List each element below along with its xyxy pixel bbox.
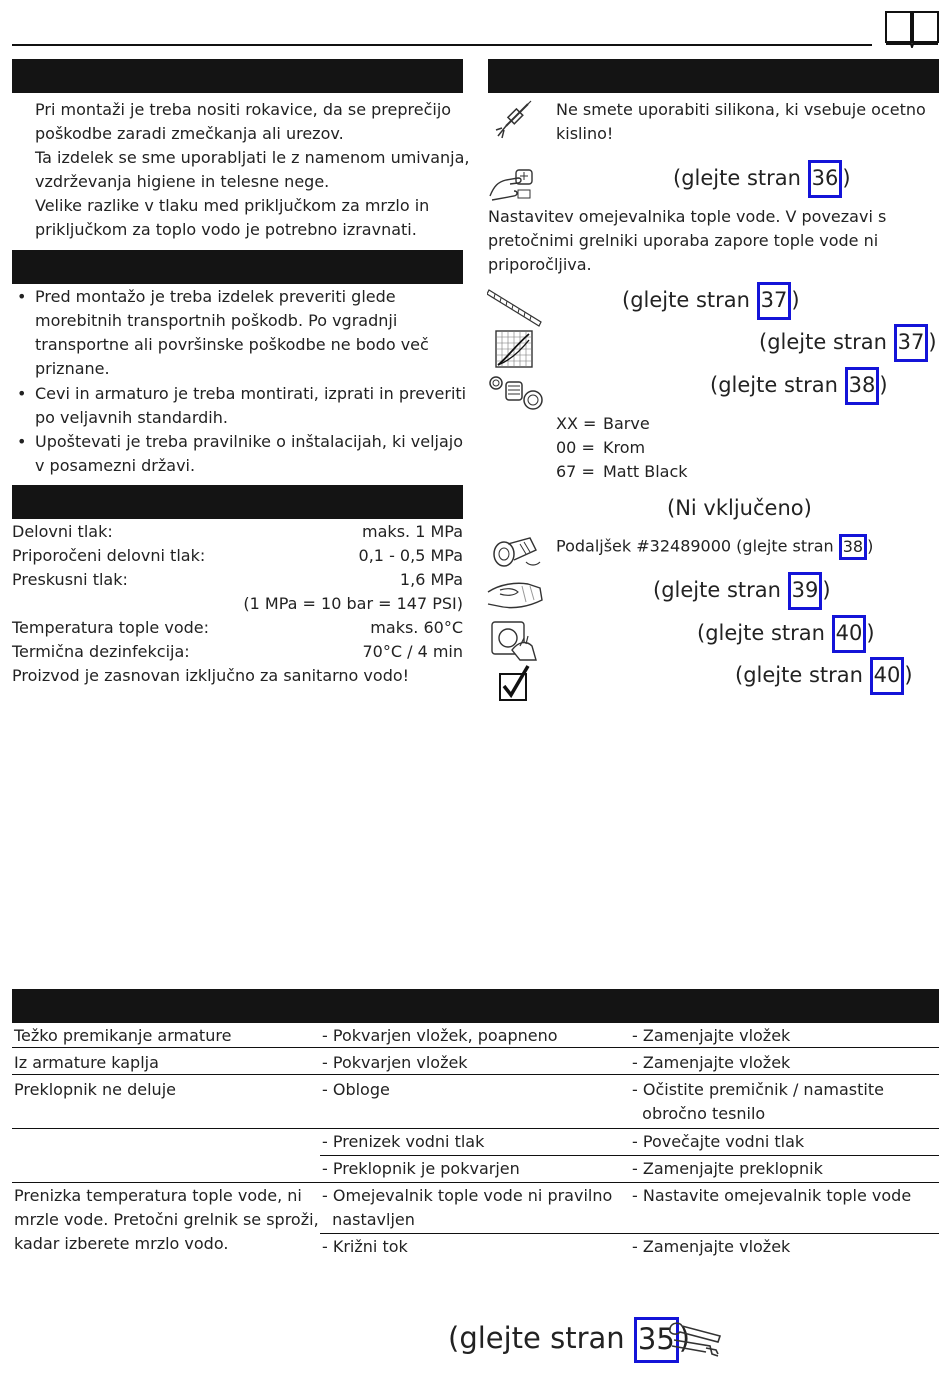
hand-adjusting-icon: [490, 620, 538, 662]
page-ref: [673, 160, 851, 198]
bullet-line: po veljavnih standardih.: [35, 408, 228, 427]
page-ref-suffix: ): [822, 578, 831, 602]
bullet-dot: •: [17, 384, 27, 403]
page-ref-prefix: (glejte stran: [697, 621, 832, 645]
troubleshooting-header-bar: [12, 989, 939, 1023]
page-ref-suffix: ): [678, 1321, 691, 1355]
page-ref-prefix: (glejte stran: [653, 578, 788, 602]
table-cell-problem: Težko premikanje armature: [14, 1026, 232, 1045]
page-ref: [697, 615, 875, 653]
page-ref-suffix: ): [904, 663, 913, 687]
page-ref-suffix: ): [866, 621, 875, 645]
table-divider: [320, 1233, 939, 1234]
page-link-38[interactable]: 38: [839, 534, 867, 560]
table-cell-cause: - Pokvarjen vložek: [322, 1053, 468, 1072]
spec-row: [12, 592, 463, 616]
spec-value: 0,1 - 0,5 MPa: [358, 546, 463, 565]
page-ref: [759, 324, 937, 362]
silicone-gun-icon: [492, 100, 532, 142]
hand-temperature-icon: [488, 166, 536, 204]
extension-ref: [556, 534, 873, 560]
table-cell-cause: - Pokvarjen vložek, poapneno: [322, 1026, 558, 1045]
manual-book-icon: [884, 10, 940, 48]
notes-header-bar: [488, 59, 939, 93]
spare-parts-icon: [488, 374, 544, 412]
safety-line: poškodbe zaradi zmečkanja ali urezov.: [35, 124, 344, 143]
spec-label: Termična dezinfekcija:: [12, 642, 190, 661]
table-divider: [12, 1182, 939, 1183]
spec-label: Priporočeni delovni tlak:: [12, 546, 206, 565]
page-ref-suffix: ): [842, 166, 851, 190]
limiter-line: Nastavitev omejevalnika tople vode. V povezavi s: [488, 207, 887, 226]
table-cell-remedy: - Zamenjajte vložek: [632, 1026, 791, 1045]
page-ref-suffix: ): [867, 536, 874, 556]
spec-value: (1 MPa = 10 bar = 147 PSI): [243, 594, 463, 613]
bullet-line: transportne ali površinske poškodbe ne bodo več: [35, 335, 429, 354]
page-link-37[interactable]: 37: [757, 282, 792, 320]
footer-page-ref: [448, 1316, 690, 1363]
page-ref-suffix: ): [879, 373, 888, 397]
page-ref-prefix: (glejte stran: [673, 166, 808, 190]
spec-label: Preskusni tlak:: [12, 570, 128, 589]
page-link-35[interactable]: 35: [634, 1317, 679, 1363]
spec-value: maks. 1 MPa: [362, 522, 463, 541]
table-cell-problem: kadar izberete mrzlo vodo.: [14, 1234, 229, 1253]
silicone-warning-line: kislino!: [556, 124, 614, 143]
page-link-36[interactable]: 36: [808, 160, 843, 198]
table-divider: [12, 1128, 939, 1129]
page-ref: [735, 657, 913, 695]
install-header-bar: [12, 250, 463, 284]
table-cell-cause: - Preklopnik je pokvarjen: [322, 1159, 520, 1178]
color-name: Matt Black: [603, 462, 688, 481]
bullet-line: v posamezni državi.: [35, 456, 196, 475]
page-ref: [622, 282, 800, 320]
table-cell-cause: - Omejevalnik tople vode ni pravilno: [322, 1186, 613, 1205]
bullet-dot: •: [17, 287, 27, 306]
page-ref: [653, 572, 831, 610]
table-cell-problem: Prenizka temperatura tople vode, ni: [14, 1186, 302, 1205]
spec-note: Proizvod je zasnovan izključno za sanitarno vodo!: [12, 666, 410, 685]
bullet-line: Upoštevati je treba pravilnike o inštalacijah, ki veljajo: [35, 432, 464, 451]
spec-row: [12, 520, 463, 544]
bullet-dot: •: [17, 432, 27, 451]
color-name: Krom: [603, 438, 646, 457]
page-link-40[interactable]: 40: [832, 615, 867, 653]
safety-line: priključkom za toplo vodo je potrebno izravnati.: [35, 220, 417, 239]
spec-label: Temperatura tople vode:: [12, 618, 209, 637]
hand-cleaning-icon: [486, 576, 544, 614]
table-cell-cause: nastavljen: [322, 1210, 415, 1229]
safety-line: Pri montaži je treba nositi rokavice, da se preprečijo: [35, 100, 452, 119]
not-included-label: (Ni vključeno): [667, 496, 812, 520]
table-cell-cause: - Prenizek vodni tlak: [322, 1132, 485, 1151]
page-ref-prefix: (glejte stran: [735, 663, 870, 687]
page-ref-suffix: ): [791, 288, 800, 312]
spec-row: [12, 640, 463, 664]
table-cell-remedy: - Nastavite omejevalnik tople vode: [632, 1186, 912, 1205]
extension-icon: [490, 532, 544, 572]
tools-icon: [666, 1320, 724, 1358]
color-code: 67 =: [556, 462, 595, 481]
table-cell-cause: - Obloge: [322, 1080, 390, 1099]
page-ref-prefix: (glejte stran: [759, 330, 894, 354]
page-link-37[interactable]: 37: [894, 324, 929, 362]
page-ref-prefix: (glejte stran: [448, 1321, 634, 1355]
color-code: XX =: [556, 414, 597, 433]
spec-row: [12, 568, 463, 592]
safety-line: vzdrževanja higiene in telesne nege.: [35, 172, 330, 191]
spec-value: 70°C / 4 min: [362, 642, 463, 661]
table-cell-remedy: obročno tesnilo: [632, 1104, 766, 1123]
bullet-line: morebitnih transportnih poškodb. Po vgradnji: [35, 311, 398, 330]
table-divider: [320, 1155, 939, 1156]
spec-label: Delovni tlak:: [12, 522, 113, 541]
spec-value: maks. 60°C: [370, 618, 463, 637]
page-ref-suffix: ): [928, 330, 937, 354]
table-cell-remedy: - Zamenjajte vložek: [632, 1237, 791, 1256]
specs-header-bar: [12, 485, 463, 519]
spec-row: [12, 616, 463, 640]
table-cell-remedy: - Očistite premičnik / namastite: [632, 1080, 884, 1099]
limiter-line: pretočnimi grelniki uporaba zapore tople vode ni: [488, 231, 879, 250]
header-rule: [12, 44, 872, 46]
table-cell-remedy: - Zamenjajte vložek: [632, 1053, 791, 1072]
ruler-dimensions-icon: [487, 288, 543, 328]
color-name: Barve: [603, 414, 650, 433]
extension-label: Podaljšek #32489000 (glejte stran: [556, 536, 839, 556]
safety-header-bar: [12, 59, 463, 93]
safety-line: Ta izdelek se sme uporabljati le z namenom umivanja,: [35, 148, 470, 167]
page-ref-prefix: (glejte stran: [710, 373, 845, 397]
page-ref-prefix: (glejte stran: [622, 288, 757, 312]
color-code: 00 =: [556, 438, 595, 457]
page-link-38[interactable]: 38: [845, 367, 880, 405]
flow-diagram-icon: [495, 330, 533, 368]
bullet-line: priznane.: [35, 359, 110, 378]
table-cell-remedy: - Povečajte vodni tlak: [632, 1132, 805, 1151]
page-link-40[interactable]: 40: [870, 657, 905, 695]
silicone-warning-line: Ne smete uporabiti silikona, ki vsebuje ocetno: [556, 100, 926, 119]
page-link-39[interactable]: 39: [788, 572, 823, 610]
spec-row: [12, 544, 463, 568]
limiter-line: priporočljiva.: [488, 255, 592, 274]
table-cell-remedy: - Zamenjajte preklopnik: [632, 1159, 823, 1178]
table-cell-problem: Iz armature kaplja: [14, 1053, 159, 1072]
bullet-line: Pred montažo je treba izdelek preveriti glede: [35, 287, 396, 306]
bullet-line: Cevi in armaturo je treba montirati, izprati in preveriti: [35, 384, 467, 403]
checkmark-icon: [498, 664, 530, 702]
spec-value: 1,6 MPa: [399, 570, 463, 589]
table-cell-cause: - Križni tok: [322, 1237, 408, 1256]
table-cell-problem: Preklopnik ne deluje: [14, 1080, 176, 1099]
page-ref: [710, 367, 888, 405]
table-cell-problem: mrzle vode. Pretočni grelnik se sproži,: [14, 1210, 319, 1229]
safety-line: Velike razlike v tlaku med priključkom za mrzlo in: [35, 196, 430, 215]
